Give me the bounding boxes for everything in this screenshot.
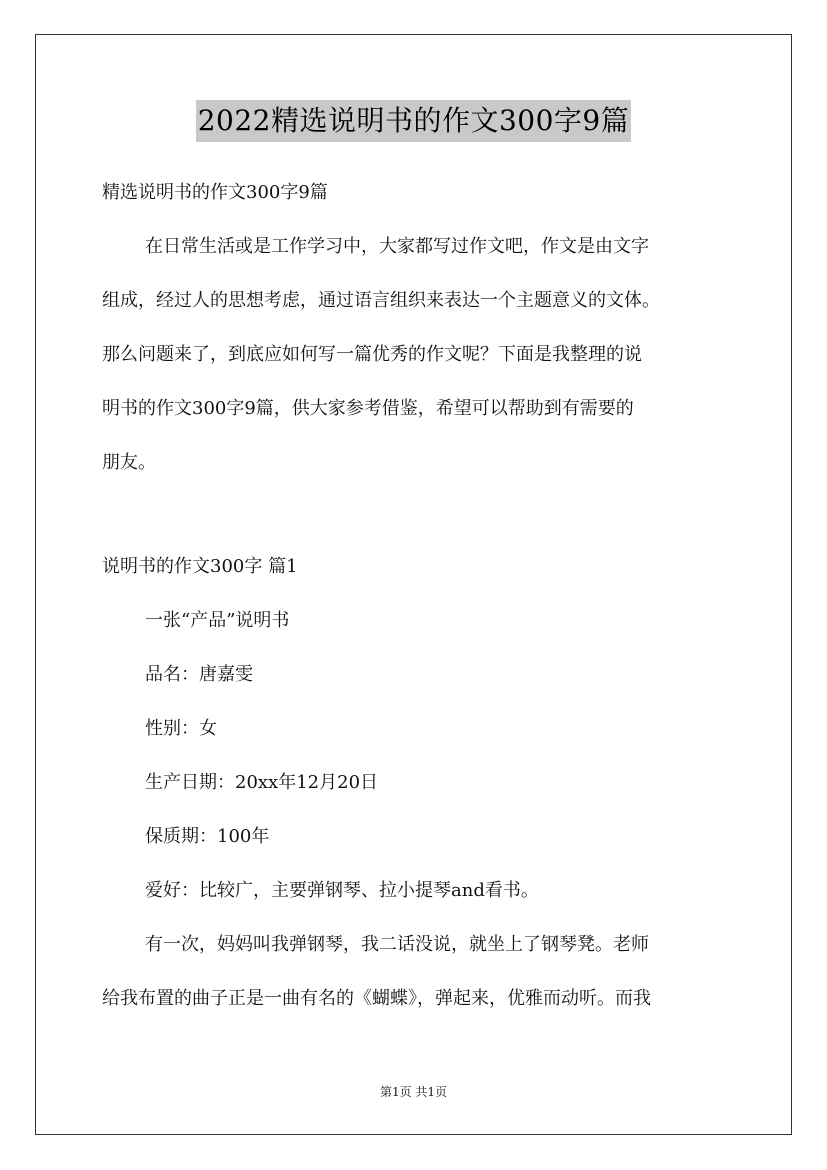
page-footer: 第1页 共1页 <box>379 1085 448 1099</box>
document-body <box>102 174 727 1026</box>
story-line: 有一次，妈妈叫我弹钢琴，我二话没说，就坐上了钢琴凳。老师 <box>145 934 649 955</box>
intro-line: 明书的作文300字9篇，供大家参考借鉴，希望可以帮助到有需要的 <box>102 398 634 419</box>
intro-line: 朋友。 <box>102 452 156 473</box>
section-line: 性别：女 <box>145 718 217 739</box>
section-line: 保质期：100年 <box>145 826 270 847</box>
story-line: 给我布置的曲子正是一曲有名的《蝴蝶》，弹起来，优雅而动听。而我 <box>102 988 651 1009</box>
intro-line: 在日常生活或是工作学习中，大家都写过作文吧，作文是由文字 <box>145 236 649 257</box>
intro-line: 那么问题来了，到底应如何写一篇优秀的作文呢？下面是我整理的说 <box>102 344 642 365</box>
document-title: 2022精选说明书的作文300字9篇 <box>196 100 632 142</box>
section-line: 一张“产品”说明书 <box>145 610 290 631</box>
section-line: 爱好：比较广，主要弹钢琴、拉小提琴and看书。 <box>145 880 539 901</box>
section-heading: 说明书的作文300字 篇1 <box>102 556 298 577</box>
intro-line: 组成，经过人的思想考虑，通过语言组织来表达一个主题意义的文体。 <box>102 290 660 311</box>
section-gap <box>102 490 727 540</box>
section-line: 品名：唐嘉雯 <box>145 664 253 685</box>
document-subtitle: 精选说明书的作文300字9篇 <box>102 182 328 203</box>
section-line: 生产日期：20xx年12月20日 <box>145 772 379 793</box>
intro-paragraph <box>102 220 727 490</box>
title-container <box>0 100 827 142</box>
